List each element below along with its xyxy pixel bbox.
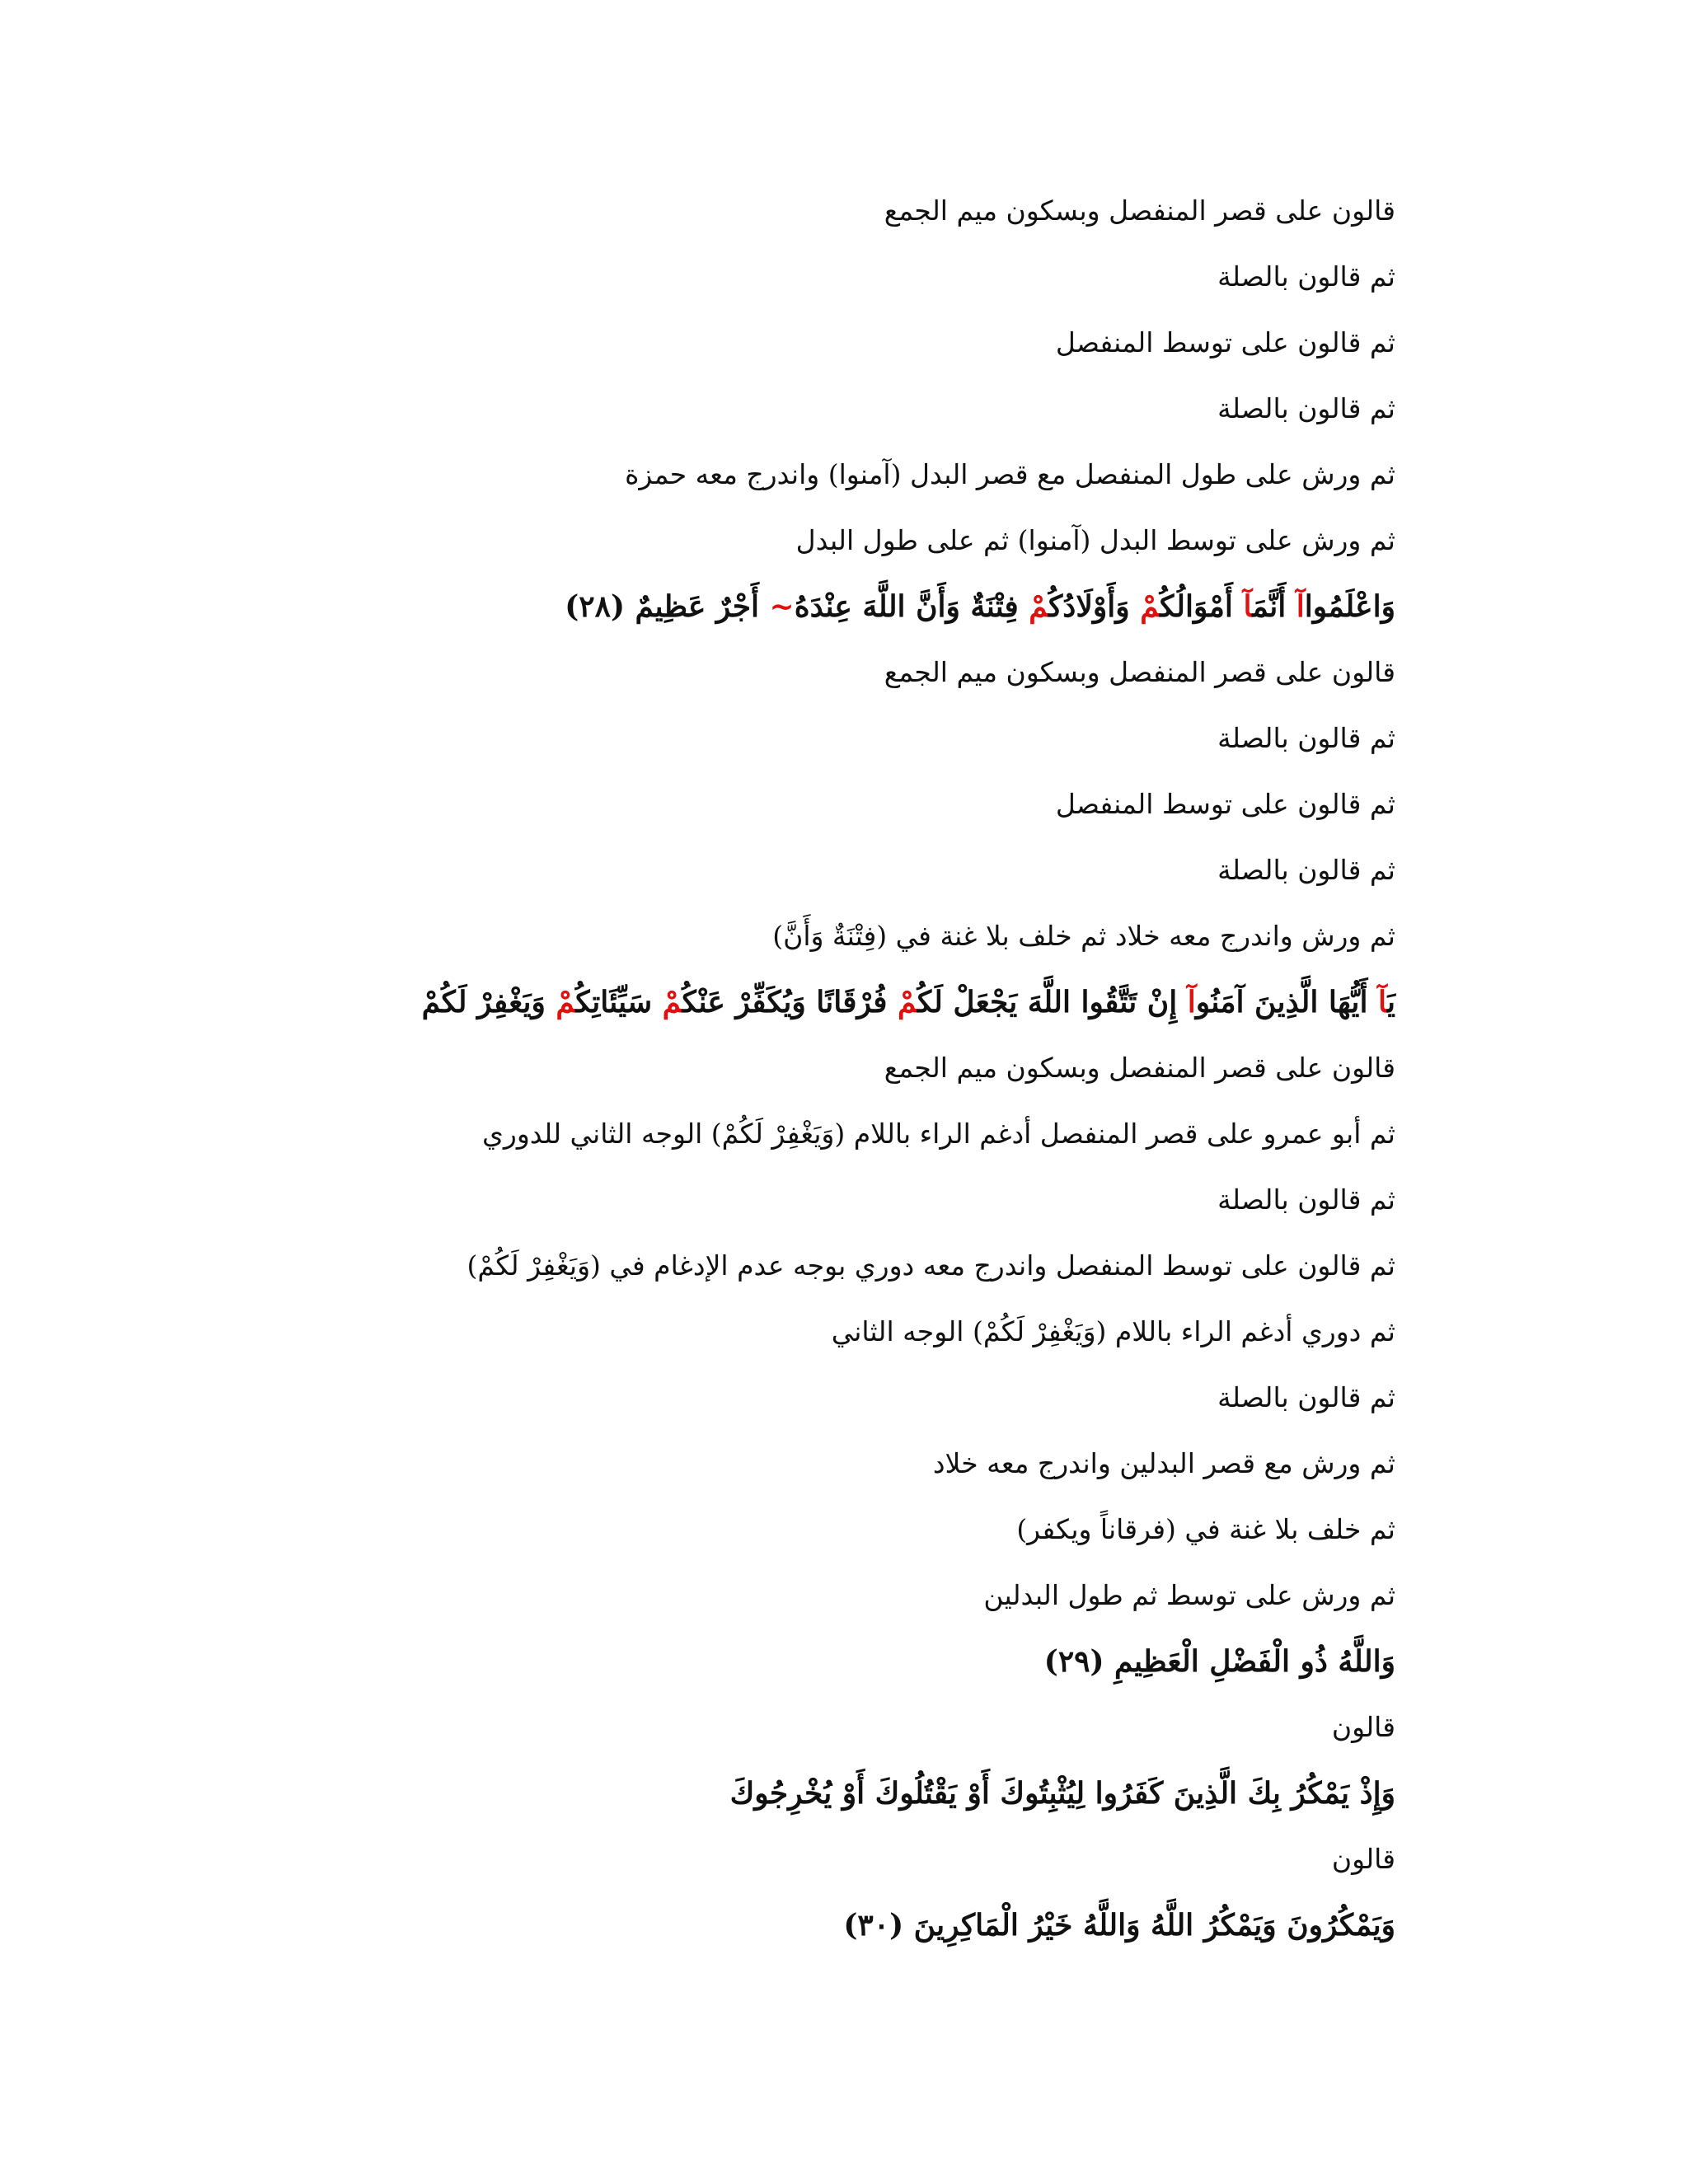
verse-line bbox=[241, 1777, 1395, 1810]
reading-note-line bbox=[241, 458, 1395, 491]
verse-text: وَأَوْلَادُكُ bbox=[1048, 589, 1141, 624]
document-page bbox=[241, 194, 1395, 1975]
verse-text: أَنَّمَ bbox=[1252, 589, 1296, 624]
verse-text: إِنْ تَتَّقُوا اللَّهَ يَجْعَلْ لَكُ bbox=[917, 985, 1188, 1019]
note-text: ثم قالون على توسط المنفصل bbox=[1055, 788, 1395, 820]
note-text: قالون على قصر المنفصل وبسكون ميم الجمع bbox=[884, 194, 1395, 227]
note-text: قالون على قصر المنفصل وبسكون ميم الجمع bbox=[884, 1052, 1395, 1084]
verse-text: وَيَغْفِرْ لَكُمْ bbox=[421, 985, 556, 1019]
reading-note-line bbox=[241, 1579, 1395, 1612]
reading-note-line bbox=[241, 1381, 1395, 1414]
note-text: ثم دوري أدغم الراء باللام (وَيَغْفِرْ لَكُمْ) الوجه الثاني bbox=[831, 1315, 1395, 1347]
reading-note-line bbox=[241, 1249, 1395, 1282]
note-text: قالون bbox=[1331, 1711, 1395, 1743]
reading-note-line bbox=[241, 854, 1395, 887]
highlighted-mark: ~ bbox=[769, 589, 795, 624]
verse-line bbox=[241, 590, 1395, 623]
note-text: ثم قالون على توسط المنفصل bbox=[1055, 326, 1395, 359]
highlighted-mark: آ bbox=[1378, 985, 1387, 1019]
verse-text: أَيُّهَا الَّذِينَ آمَنُو bbox=[1195, 985, 1378, 1019]
verse-text: وَإِذْ يَمْكُرُ بِكَ الَّذِينَ كَفَرُوا لِيُثْبِتُوكَ أَوْ يَقْتُلُوكَ أَوْ يُخْرِجُوكَ bbox=[729, 1776, 1395, 1811]
highlighted-mark: آ bbox=[1296, 589, 1305, 624]
reading-note-line bbox=[241, 260, 1395, 293]
note-text: قالون bbox=[1331, 1843, 1395, 1875]
verse-line bbox=[241, 1909, 1395, 1942]
reading-note-line bbox=[241, 194, 1395, 227]
reading-note-line bbox=[241, 920, 1395, 953]
highlighted-mark: آ bbox=[1243, 589, 1253, 624]
reading-note-line bbox=[241, 1052, 1395, 1085]
note-text: ثم قالون على توسط المنفصل واندرج معه دوري بوجه عدم الإدغام في (وَيَغْفِرْ لَكُمْ) bbox=[467, 1249, 1395, 1282]
note-text: قالون على قصر المنفصل وبسكون ميم الجمع bbox=[884, 656, 1395, 688]
reading-note-line bbox=[241, 1711, 1395, 1744]
verse-text: يَ bbox=[1386, 985, 1395, 1019]
verse-text: فِتْنَةٌ وَأَنَّ اللَّهَ عِنْدَهُ bbox=[794, 589, 1029, 624]
note-text: ثم ورش على توسط ثم طول البدلين bbox=[983, 1579, 1395, 1611]
reading-note-line bbox=[241, 392, 1395, 425]
reading-note-line bbox=[241, 1315, 1395, 1348]
reading-note-line bbox=[241, 1183, 1395, 1216]
reading-note-line bbox=[241, 524, 1395, 557]
note-text: ثم ورش مع قصر البدلين واندرج معه خلاد bbox=[932, 1447, 1395, 1479]
highlighted-mark: مْ bbox=[662, 985, 682, 1019]
reading-note-line bbox=[241, 1118, 1395, 1151]
note-text: ثم ورش واندرج معه خلاد ثم خلف بلا غنة في (فِتْنَةٌ وَأَنَّ) bbox=[772, 920, 1395, 952]
highlighted-mark: مْ bbox=[1029, 589, 1049, 624]
verse-text: وَيَمْكُرُونَ وَيَمْكُرُ اللَّهُ وَاللَّهُ خَيْرُ الْمَاكِرِينَ (٣٠) bbox=[843, 1908, 1395, 1943]
reading-note-line bbox=[241, 1513, 1395, 1546]
reading-note-line bbox=[241, 1447, 1395, 1480]
verse-line bbox=[241, 1645, 1395, 1678]
highlighted-mark: مْ bbox=[898, 985, 918, 1019]
note-text: ثم أبو عمرو على قصر المنفصل أدغم الراء باللام (وَيَغْفِرْ لَكُمْ) الوجه الثاني للدوري bbox=[482, 1118, 1395, 1150]
highlighted-mark: آ bbox=[1187, 985, 1196, 1019]
reading-note-line bbox=[241, 656, 1395, 689]
verse-text: أَجْرٌ عَظِيمٌ (٢٨) bbox=[565, 589, 770, 624]
reading-note-line bbox=[241, 788, 1395, 821]
highlighted-mark: مْ bbox=[1140, 589, 1160, 624]
note-text: ثم قالون بالصلة bbox=[1217, 260, 1395, 293]
note-text: ثم قالون بالصلة bbox=[1217, 722, 1395, 754]
reading-note-line bbox=[241, 326, 1395, 359]
highlighted-mark: مْ bbox=[556, 985, 576, 1019]
verse-text: وَاعْلَمُوا bbox=[1304, 589, 1395, 624]
note-text: ثم قالون بالصلة bbox=[1217, 1183, 1395, 1216]
note-text: ثم خلف بلا غنة في (فرقاناً ويكفر) bbox=[1016, 1513, 1395, 1545]
verse-text: وَاللَّهُ ذُو الْفَضْلِ الْعَظِيمِ (٢٩) bbox=[1043, 1644, 1395, 1679]
note-text: ثم ورش على توسط البدل (آمنوا) ثم على طول البدل bbox=[795, 524, 1395, 556]
verse-text: أَمْوَالُكُ bbox=[1160, 589, 1244, 624]
note-text: ثم قالون بالصلة bbox=[1217, 392, 1395, 424]
reading-note-line bbox=[241, 722, 1395, 755]
note-text: ثم قالون بالصلة bbox=[1217, 854, 1395, 886]
verse-text: فُرْقَانًا وَيُكَفِّرْ عَنْكُ bbox=[682, 985, 898, 1019]
verse-text: سَيِّئَاتِكُ bbox=[575, 985, 663, 1019]
note-text: ثم قالون بالصلة bbox=[1217, 1381, 1395, 1413]
note-text: ثم ورش على طول المنفصل مع قصر البدل (آمنوا) واندرج معه حمزة bbox=[625, 458, 1395, 490]
verse-line bbox=[241, 986, 1395, 1019]
reading-note-line bbox=[241, 1843, 1395, 1876]
